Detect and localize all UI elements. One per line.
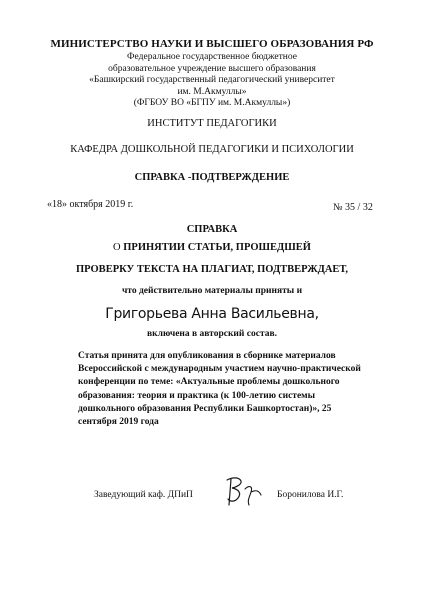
paragraph-line: сентября 2019 года — [78, 417, 159, 428]
document-type-title: СПРАВКА -ПОДТВЕРЖДЕНИЕ — [134, 172, 290, 183]
organization-block — [0, 52, 424, 110]
signatory-role: Заведующий каф. ДПиП — [94, 490, 193, 500]
document-date: «18» октября 2019 г. — [47, 199, 134, 210]
statement-line-2: ПРОВЕРКУ ТЕКСТА НА ПЛАГИАТ, ПОДТВЕРЖДАЕТ, — [76, 264, 348, 275]
org-line: «Башкирский государственный педагогический университет — [89, 75, 335, 86]
handwritten-signature — [223, 475, 265, 511]
statement-line-1 — [0, 242, 424, 253]
ministry-heading: МИНИСТЕРСТВО НАУКИ И ВЫСШЕГО ОБРАЗОВАНИЯ РФ — [50, 38, 374, 50]
department-name: КАФЕДРА ДОШКОЛЬНОЙ ПЕДАГОГИКИ И ПСИХОЛОГИИ — [70, 144, 354, 155]
institute-name: ИНСТИТУТ ПЕДАГОГИКИ — [147, 118, 277, 129]
author-name: Григорьева Анна Васильевна, — [105, 306, 319, 322]
statement-line-1-prefix: О — [113, 242, 124, 253]
paragraph-line: образования: теория и практика (к 100-летию системы — [78, 390, 316, 401]
authorship-note: включена в авторский состав. — [147, 329, 277, 339]
org-line: Федеральное государственное бюджетное — [127, 52, 297, 62]
signatory-name: Боронилова И.Г. — [277, 490, 344, 500]
org-line: им. М.Акмуллы» — [177, 86, 247, 97]
paragraph-line: Всероссийской с международным участием научно-практической — [78, 364, 361, 375]
acceptance-paragraph — [78, 350, 400, 429]
certificate-title: СПРАВКА — [186, 224, 238, 235]
paragraph-line: конференции по теме: «Актуальные проблемы дошкольного — [78, 377, 340, 388]
org-line: (ФГБОУ ВО «БГПУ им. М.Акмуллы») — [133, 98, 291, 109]
org-line: образовательное учреждение высшего образования — [108, 63, 316, 74]
paragraph-line: дошкольного образования Республики Башкортостан)», 25 — [78, 403, 332, 414]
document-number: № 35 / 32 — [333, 202, 373, 213]
statement-line-1-rest: ПРИНЯТИИ СТАТЬИ, ПРОШЕДШЕЙ — [123, 242, 311, 253]
paragraph-line: Статья принята для опубликования в сборнике материалов — [78, 351, 336, 361]
statement-line-3: что действительно материалы приняты и — [121, 286, 303, 296]
